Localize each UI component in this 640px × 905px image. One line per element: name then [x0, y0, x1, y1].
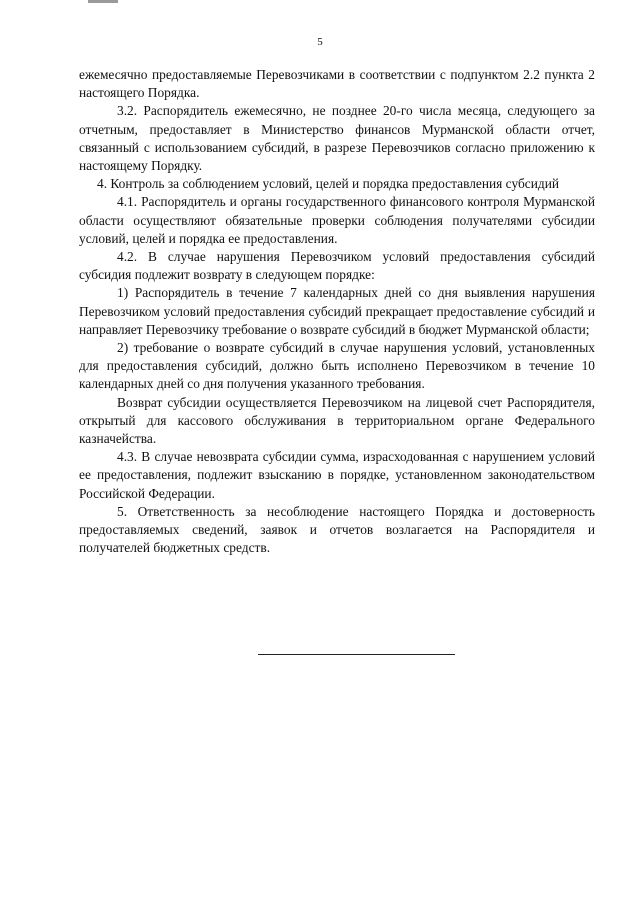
- paragraph-4-2-item-2: 2) требование о возврате субсидий в случае нарушения условий, установленных для предоставления субсидий, должно быть исполнено Перевозчиком в течение 10 календарных дней со дня получения указанного требования.: [79, 340, 595, 392]
- paragraph-5: 5. Ответственность за несоблюдение настоящего Порядка и достоверность предоставляемых сведений, заявок и отчетов возлагается на Распорядителя и получателей бюджетных средств.: [79, 503, 595, 556]
- document-body: [79, 66, 595, 557]
- paragraph-4-2: 4.2. В случае нарушения Перевозчиком условий предоставления субсидий субсидия подлежит возврату в следующем порядке:: [79, 249, 595, 283]
- page-number: 5: [317, 36, 323, 48]
- paragraph-refund: Возврат субсидии осуществляется Перевозчиком на лицевой счет Распорядителя, открытый для кассового обслуживания в территориальном органе Федерального казначейства.: [79, 394, 595, 447]
- paragraph-4-3: 4.3. В случае невозврата субсидии сумма, израсходованная с нарушением условий ее предоставления, подлежит взысканию в порядке, установленном законодательством Российской Федерации.: [79, 449, 595, 501]
- closing-divider: [258, 654, 455, 655]
- paragraph-3-2: 3.2. Распорядитель ежемесячно, не позднее 20-го числа месяца, следующего за отчетным, предоставляет в Министерство финансов Мурманской области отчет, связанный с использованием субсидий, в разрезе Перевозчиков согласно приложению к настоящему Порядку.: [79, 103, 595, 174]
- paragraph-4-1: 4.1. Распорядитель и органы государственного финансового контроля Мурманской области осуществляют обязательные проверки соблюдения получателями субсидии условий, целей и порядка ее предоставления.: [79, 194, 595, 246]
- section-heading-4: 4. Контроль за соблюдением условий, целей и порядка предоставления субсидий: [97, 176, 560, 192]
- paragraph-continuation: ежемесячно предоставляемые Перевозчиками в соответствии с подпунктом 2.2 пункта 2 настоящего Порядка.: [79, 67, 595, 101]
- paragraph-4-2-item-1: 1) Распорядитель в течение 7 календарных дней со дня выявления нарушения Перевозчиком условий предоставления субсидий прекращает предоставление субсидий и направляет Перевозчику требование о возврате субсидий в бюджет Мурманской области;: [79, 285, 595, 337]
- scan-artifact: [88, 0, 118, 3]
